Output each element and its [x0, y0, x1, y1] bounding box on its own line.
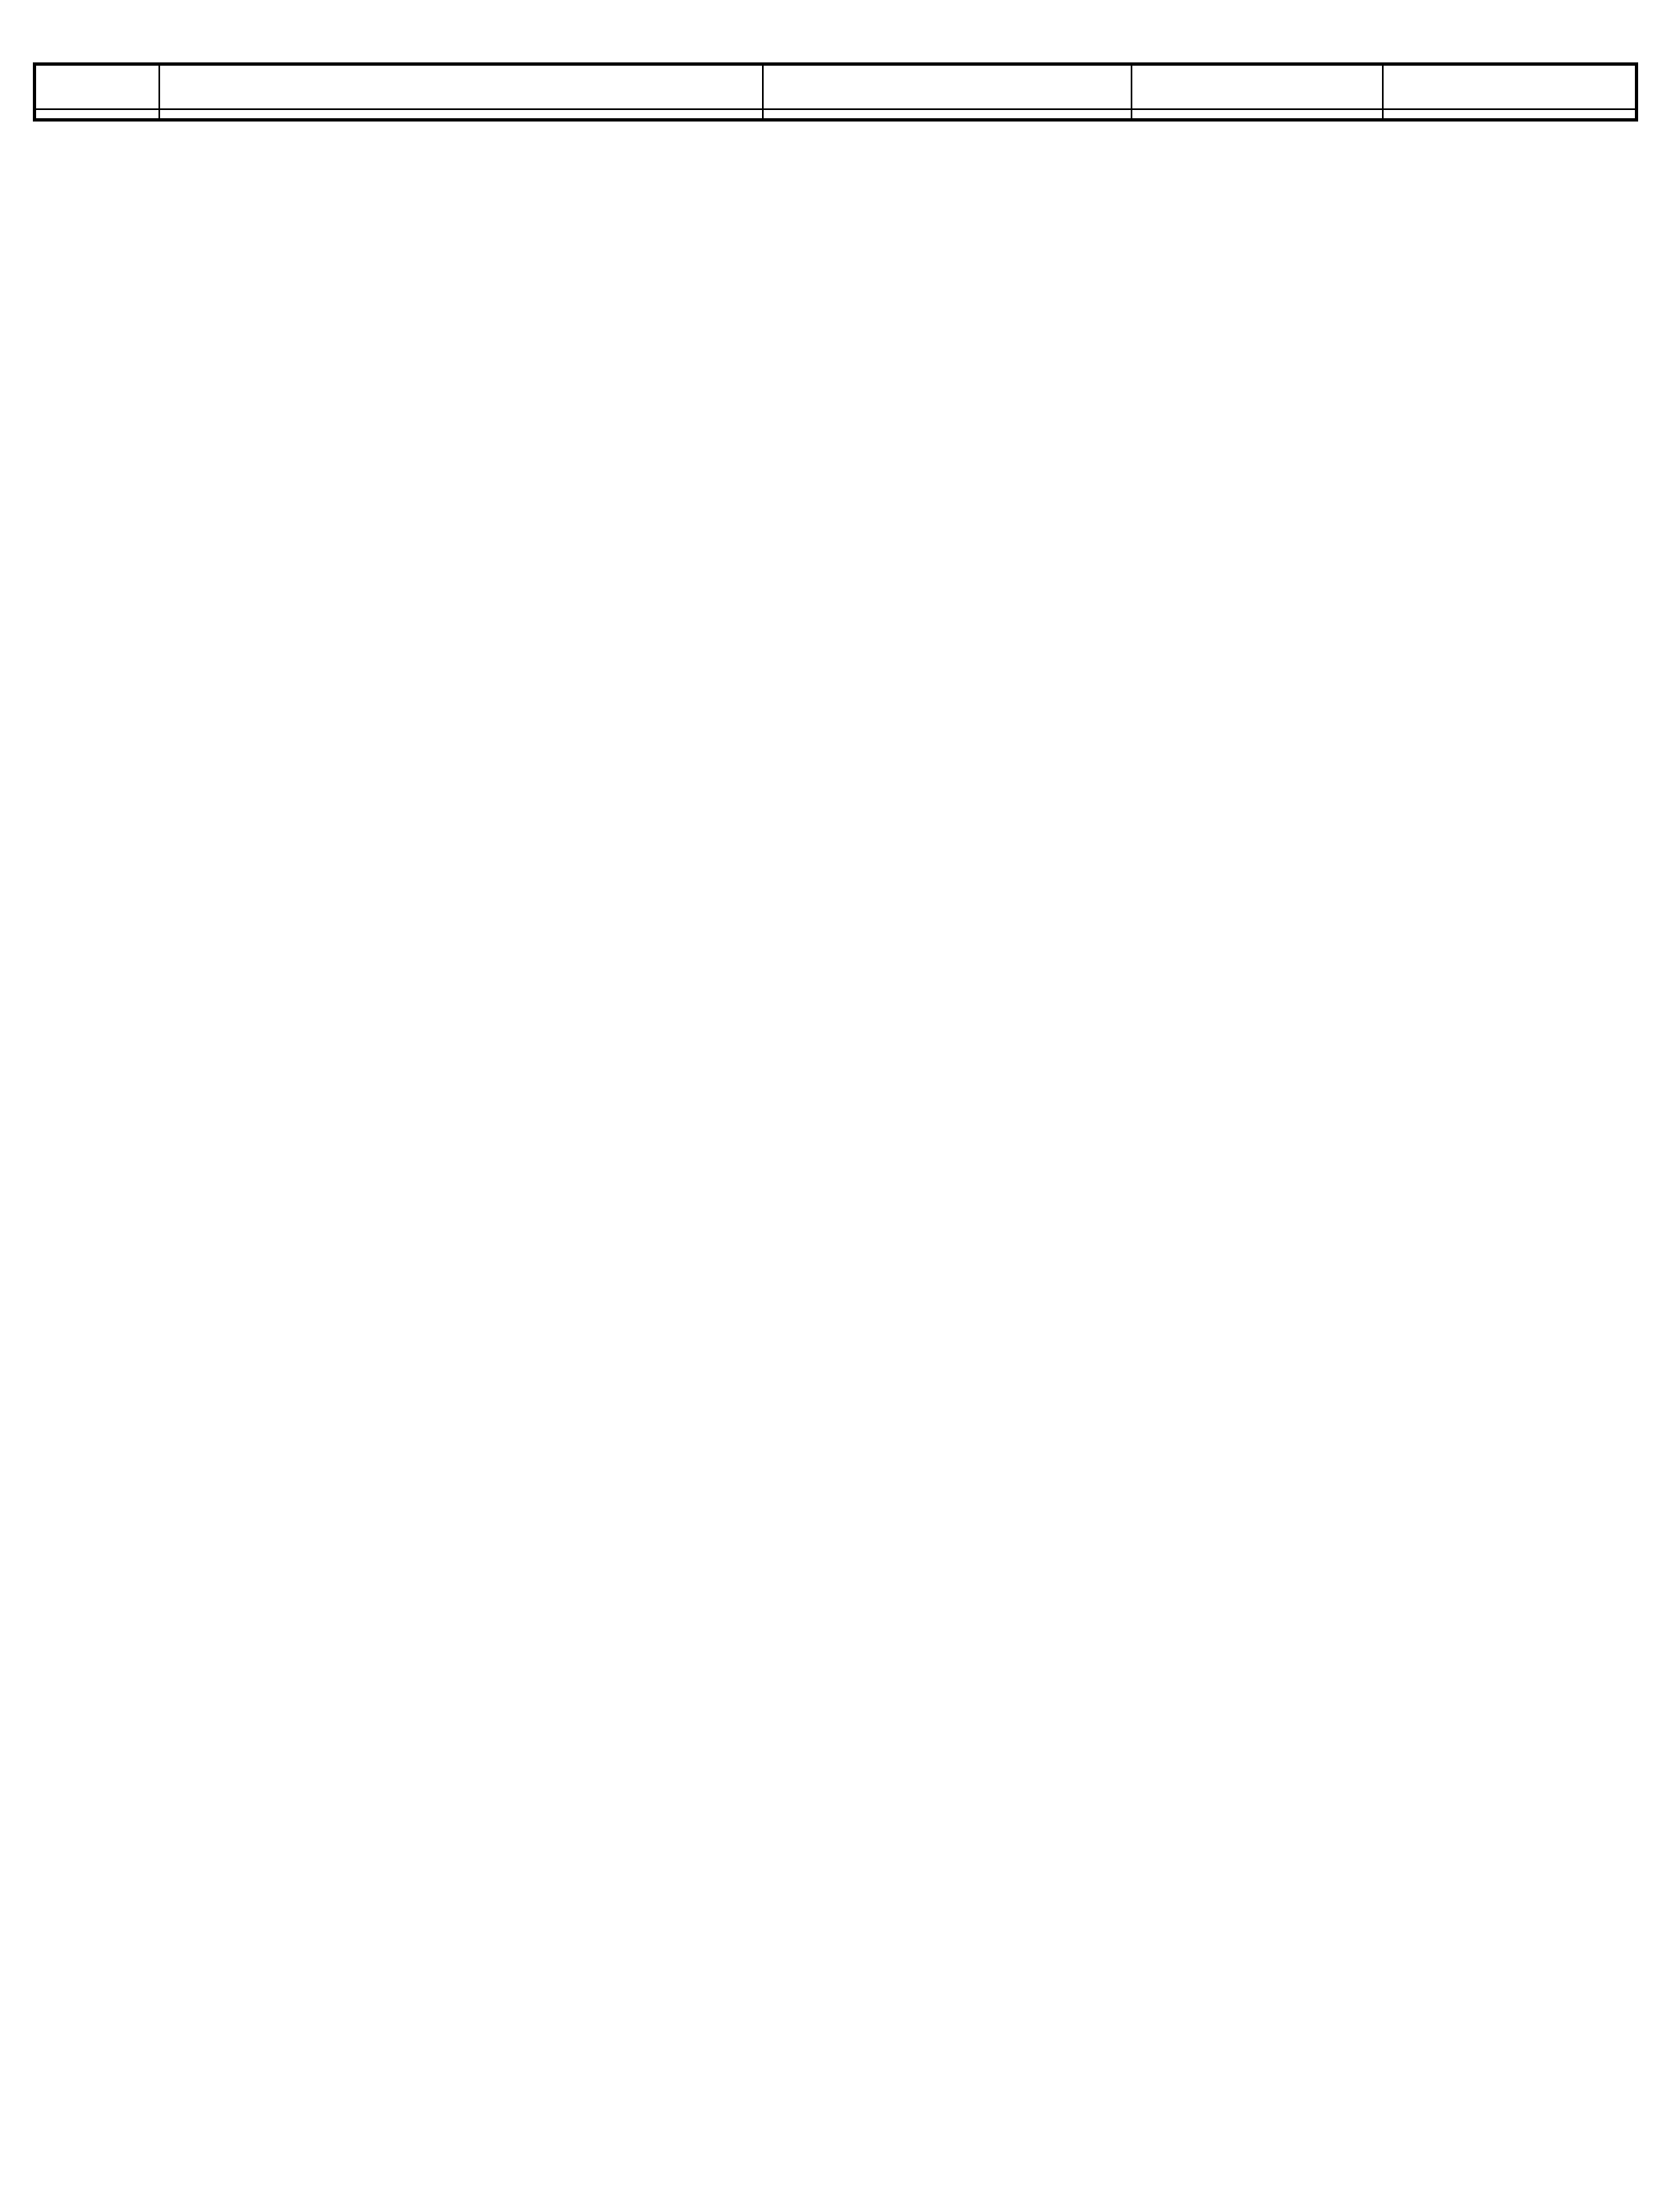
header-check — [763, 64, 1132, 109]
header-no — [34, 64, 159, 109]
yes-cell — [1132, 109, 1383, 120]
step-number-cell — [34, 109, 159, 120]
table-body — [34, 109, 1637, 120]
diagnostic-table-page — [33, 62, 1638, 122]
header-no-col — [1383, 64, 1637, 109]
header-yes — [1132, 64, 1383, 109]
diagnostic-procedure-table — [33, 62, 1638, 122]
header-step — [159, 64, 763, 109]
step-cell — [159, 109, 763, 120]
table-row — [34, 109, 1637, 120]
header-row — [34, 64, 1637, 109]
no-cell — [1383, 109, 1637, 120]
check-cell — [763, 109, 1132, 120]
